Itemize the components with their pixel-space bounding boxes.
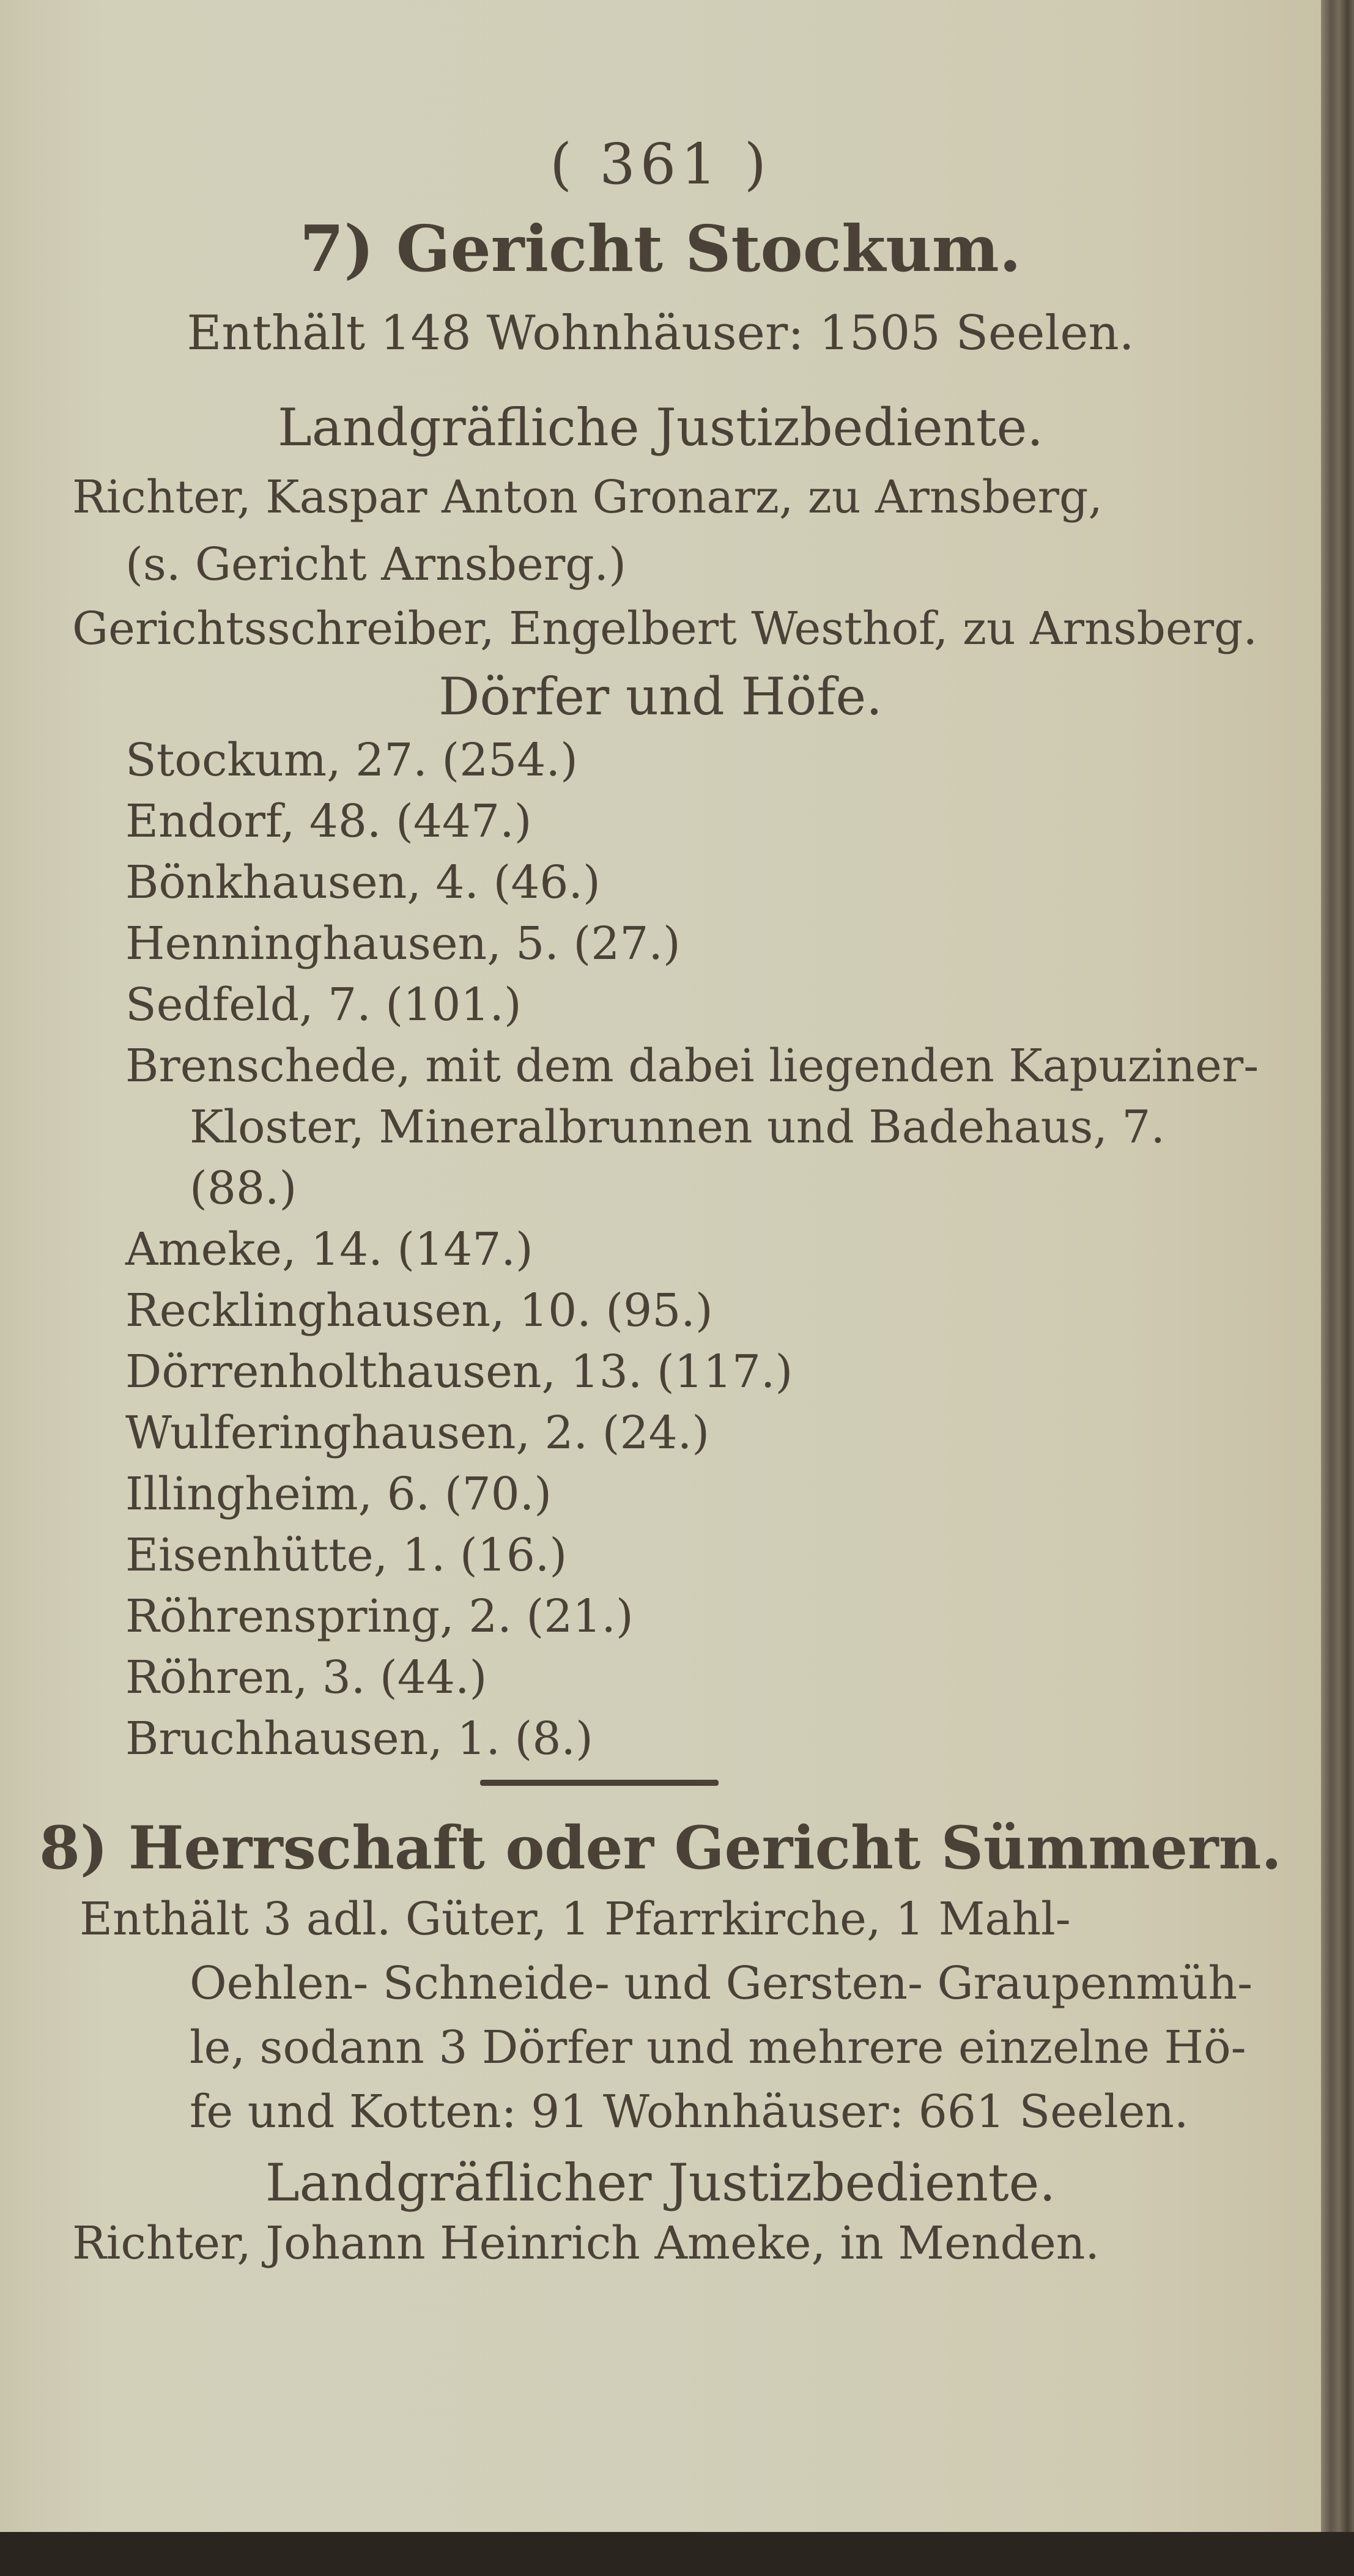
village-entry: Illingheim, 6. (70.) [125,1468,552,1520]
official-clerk: Gerichtsschreiber, Engelbert Westhof, zu Arnsberg. [72,602,1258,655]
section-8-summary-line: Oehlen- Schneide- und Gersten- Graupenmüh- [190,1957,1253,2010]
village-entry: Ameke, 14. (147.) [125,1223,533,1276]
section-8-summary-line: fe und Kotten: 91 Wohnhäuser: 661 Seelen. [190,2086,1189,2138]
section-7-summary: Enthält 148 Wohnhäuser: 1505 Seelen. [187,306,1134,361]
section-7-title: 7) Gericht Stockum. [299,211,1021,286]
village-entry: Brenschede, mit dem dabei liegenden Kapuziner- [125,1040,1259,1092]
village-entry: Wulferinghausen, 2. (24.) [125,1407,710,1459]
page-number: ( 361 ) [550,131,771,197]
section-8-official-judge: Richter, Johann Heinrich Ameke, in Menden. [72,2217,1100,2270]
village-entry-continued: Kloster, Mineralbrunnen und Badehaus, 7. [190,1101,1165,1153]
village-entry: Stockum, 27. (254.) [125,734,578,786]
village-entry: Röhren, 3. (44.) [125,1651,487,1704]
official-judge: Richter, Kaspar Anton Gronarz, zu Arnsberg, [72,471,1103,524]
village-entry: Recklinghausen, 10. (95.) [125,1284,713,1337]
official-judge-note: (s. Gericht Arnsberg.) [125,538,626,591]
section-8-summary-line: le, sodann 3 Dörfer und mehrere einzelne Hö- [190,2021,1246,2074]
village-entry: Endorf, 48. (447.) [125,795,532,848]
village-entry: Sedfeld, 7. (101.) [125,979,522,1031]
section-divider [480,1780,719,1786]
page-bottom-shadow [0,2532,1354,2576]
village-entry: Bönkhausen, 4. (46.) [125,856,601,909]
village-entry: Henninghausen, 5. (27.) [125,917,681,970]
book-binding-edge [1321,0,1354,2576]
village-entry: Röhrenspring, 2. (21.) [125,1590,634,1643]
village-entry: Eisenhütte, 1. (16.) [125,1529,568,1582]
village-entry: Dörrenholthausen, 13. (117.) [125,1345,793,1398]
villages-heading: Dörfer und Höfe. [438,667,882,727]
village-entry-continued: (88.) [190,1162,297,1215]
village-entry: Bruchhausen, 1. (8.) [125,1712,593,1765]
section-8-summary-line: Enthält 3 adl. Güter, 1 Pfarrkirche, 1 Mahl- [80,1893,1071,1945]
section-7-officials-heading: Landgräfliche Justizbediente. [277,398,1044,457]
section-8-title: 8) Herrschaft oder Gericht Sümmern. [39,1813,1282,1882]
section-8-officials-heading: Landgräflicher Justizbediente. [265,2153,1056,2213]
